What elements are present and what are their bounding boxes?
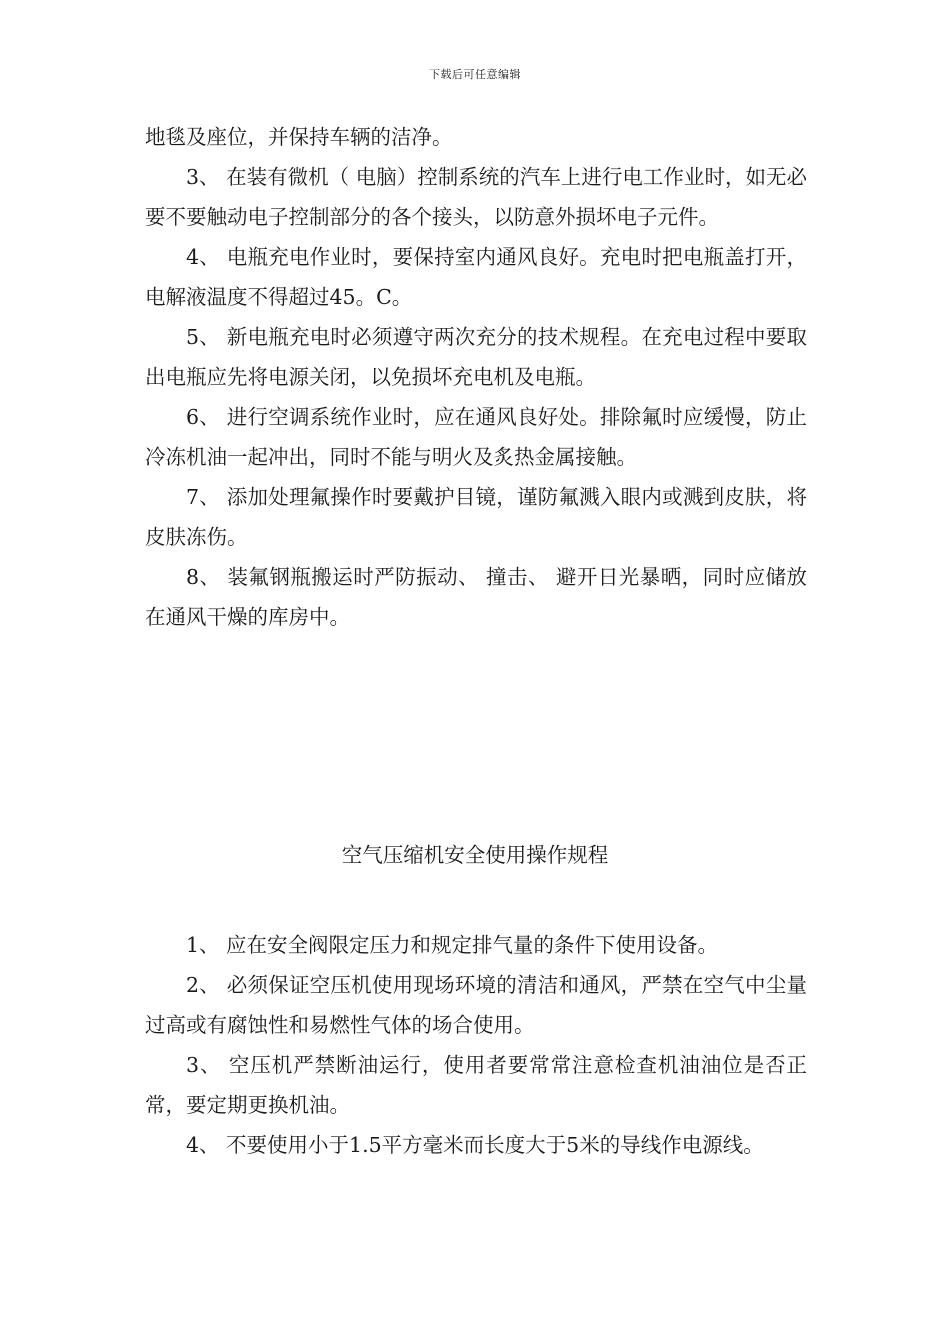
paragraph-item-5: 5、 新电瓶充电时必须遵守两次充分的技术规程。在充电过程中要取出电瓶应先将电源关闭，以免损坏充电机及电瓶。 [145, 325, 807, 389]
paragraph-item-7: 7、 添加处理氟操作时要戴护目镜，谨防氟溅入眼内或溅到皮肤，将皮肤冻伤。 [145, 485, 807, 549]
section-air-compressor-rules [145, 925, 807, 1165]
paragraph-item-4: 4、 不要使用小于1.5平方毫米而长度大于5米的导线作电源线。 [186, 1133, 764, 1157]
paragraph-item-4: 4、 电瓶充电作业时，要保持室内通风良好。充电时把电瓶盖打开，电解液温度不得超过45。C。 [145, 245, 807, 309]
paragraph-continuation: 地毯及座位，并保持车辆的洁净。 [145, 125, 453, 149]
paragraph-item-3: 3、 在装有微机（ 电脑）控制系统的汽车上进行电工作业时，如无必要不要触动电子控制部分的各个接头，以防意外损坏电子元件。 [145, 165, 807, 229]
paragraph-item-1: 1、 应在安全阀限定压力和规定排气量的条件下使用设备。 [186, 933, 719, 957]
section-title: 空气压缩机安全使用操作规程 [341, 843, 609, 867]
paragraph-item-6: 6、 进行空调系统作业时，应在通风良好处。排除氟时应缓慢，防止冷冻机油一起冲出，同时不能与明火及炙热金属接触。 [145, 405, 807, 469]
paragraph-item-8: 8、 装氟钢瓶搬运时严防振动、 撞击、 避开日光暴晒，同时应储放在通风干燥的库房中。 [145, 565, 807, 629]
paragraph-item-2: 2、 必须保证空压机使用现场环境的清洁和通风，严禁在空气中尘量过高或有腐蚀性和易燃性气体的场合使用。 [145, 973, 807, 1037]
paragraph-item-3: 3、 空压机严禁断油运行，使用者要常常注意检查机油油位是否正常，要定期更换机油。 [145, 1053, 807, 1117]
section-safety-rules-continued [145, 117, 807, 637]
page-header: 下载后可任意编辑 [429, 68, 521, 81]
